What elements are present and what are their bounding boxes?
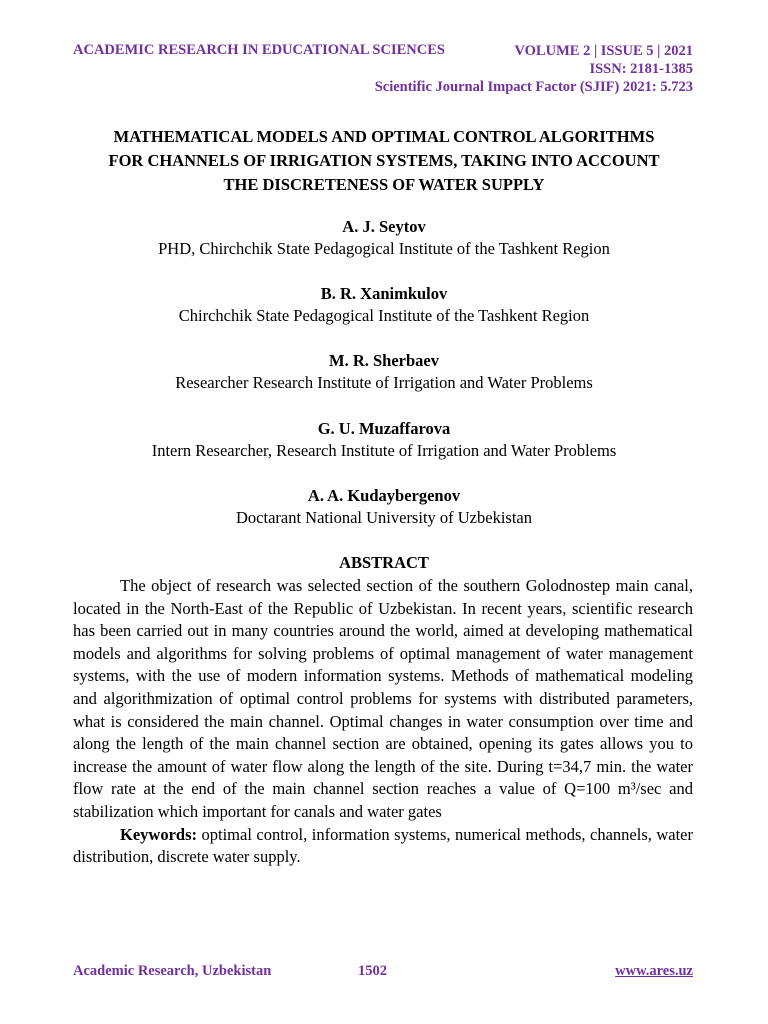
impact-factor: Scientific Journal Impact Factor (SJIF) 2021: 5.723 (374, 79, 693, 95)
keywords-label: Keywords: (120, 824, 197, 844)
title-line: THE DISCRETENESS OF WATER SUPPLY (223, 175, 545, 194)
author-name: M. R. Sherbaev (329, 351, 439, 370)
keywords-list: optimal control, information systems, numerical methods, channels, water distribution, discrete water supply. (73, 824, 693, 867)
author-block (60, 283, 708, 327)
page-number: 1502 (358, 963, 387, 979)
journal-meta (375, 42, 693, 96)
title-line: FOR CHANNELS OF IRRIGATION SYSTEMS, TAKING INTO ACCOUNT (108, 151, 660, 170)
author-block (60, 350, 708, 394)
footer-publisher: Academic Research, Uzbekistan (73, 963, 272, 979)
author-affiliation: Intern Researcher, Research Institute of Irrigation and Water Problems (151, 441, 617, 460)
author-name: G. U. Muzaffarova (317, 419, 451, 438)
author-name: A. A. Kudaybergenov (307, 486, 461, 505)
author-affiliation: Doctarant National University of Uzbekistan (236, 508, 532, 527)
keywords-paragraph (73, 824, 693, 869)
abstract-body (73, 575, 693, 869)
abstract-heading: ABSTRACT (339, 553, 429, 572)
journal-name: ACADEMIC RESEARCH IN EDUCATIONAL SCIENCES (73, 42, 445, 58)
issn: ISSN: 2181-1385 (589, 61, 693, 77)
journal-link[interactable]: www.ares.uz (615, 963, 693, 979)
author-affiliation: Researcher Research Institute of Irrigation and Water Problems (175, 373, 593, 392)
author-name: B. R. Xanimkulov (320, 284, 448, 303)
author-block (60, 418, 708, 462)
volume-issue: VOLUME 2 | ISSUE 5 | 2021 (514, 43, 693, 59)
author-block (60, 485, 708, 529)
author-affiliation: PHD, Chirchchik State Pedagogical Institute of the Tashkent Region (158, 239, 610, 258)
author-block (60, 216, 708, 260)
title-line: MATHEMATICAL MODELS AND OPTIMAL CONTROL ALGORITHMS (113, 127, 655, 146)
abstract-text: The object of research was selected section of the southern Golodnostep main canal, located in the North-East of the Republic of Uzbekistan. In recent years, scientific research has been carried out in many countries around the world, aimed at developing mathematical models and algorithms for solving problems of optimal management of water management systems, with the use of modern information systems. Methods of mathematical modeling and algorithmization of optimal control problems for systems with distributed parameters, what is considered the main channel. Optimal changes in water consumption over time and along the length of the main channel section are obtained, opening its gates allows you to increase the amount of water flow along the length of the site. During t=34,7 min. the water flow rate at the end of the main channel section reaches a value of Q=100 m³/sec and stabilization which important for canals and water gates (73, 576, 693, 821)
author-name: A. J. Seytov (342, 217, 426, 236)
paper-title (60, 125, 708, 197)
author-affiliation: Chirchchik State Pedagogical Institute of the Tashkent Region (178, 306, 590, 325)
